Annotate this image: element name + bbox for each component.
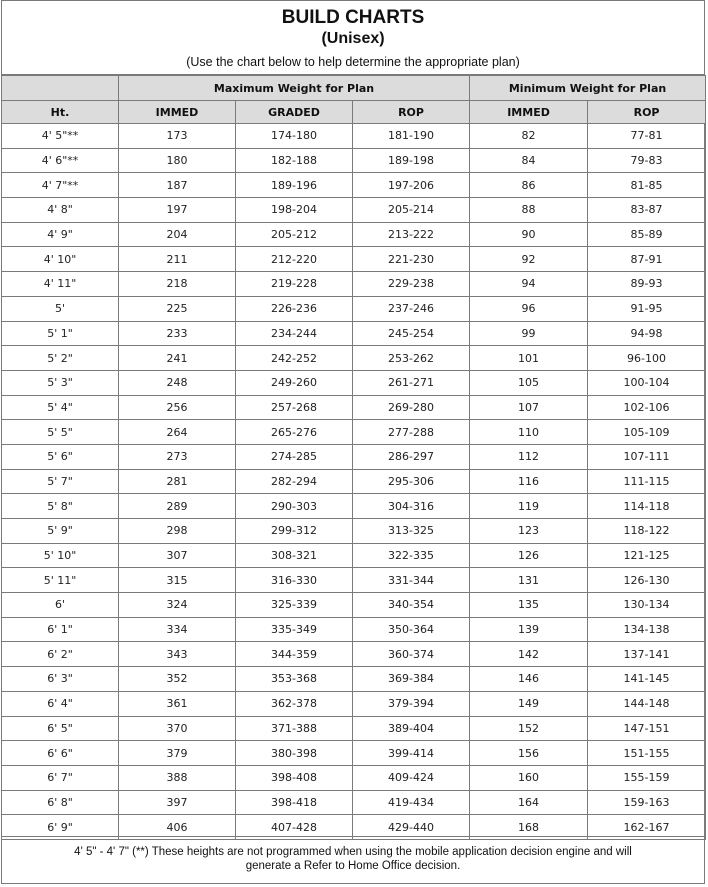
cell-max-graded: 335-349	[236, 617, 353, 642]
cell-min-immed: 149	[470, 691, 588, 716]
cell-min-immed: 107	[470, 395, 588, 420]
table-row	[2, 741, 706, 766]
cell-max-rop: 360-374	[353, 642, 470, 667]
column-header-row	[2, 101, 706, 124]
cell-max-immed: 343	[119, 642, 236, 667]
table-row	[2, 519, 706, 544]
cell-max-graded: 205-212	[236, 222, 353, 247]
cell-min-rop: 107-111	[588, 444, 706, 469]
footnote-line-2: generate a Refer to Home Office decision.	[245, 860, 461, 872]
table-row	[2, 296, 706, 321]
table-body	[2, 124, 706, 840]
table-row	[2, 370, 706, 395]
cell-min-rop: 118-122	[588, 519, 706, 544]
cell-min-rop: 121-125	[588, 543, 706, 568]
cell-max-immed: 406	[119, 815, 236, 840]
cell-max-rop: 229-238	[353, 272, 470, 297]
cell-height: 6' 5"	[2, 716, 119, 741]
cell-min-immed: 112	[470, 444, 588, 469]
cell-max-rop: 237-246	[353, 296, 470, 321]
cell-max-immed: 307	[119, 543, 236, 568]
cell-max-rop: 369-384	[353, 667, 470, 692]
column-header-min-immed: IMMED	[470, 101, 588, 124]
cell-max-rop: 379-394	[353, 691, 470, 716]
cell-max-immed: 370	[119, 716, 236, 741]
cell-max-graded: 353-368	[236, 667, 353, 692]
cell-max-immed: 352	[119, 667, 236, 692]
footnote	[2, 836, 704, 884]
cell-max-immed: 334	[119, 617, 236, 642]
cell-height: 6' 8"	[2, 790, 119, 815]
cell-height: 6' 7"	[2, 765, 119, 790]
cell-max-graded: 219-228	[236, 272, 353, 297]
table-row	[2, 543, 706, 568]
cell-max-immed: 388	[119, 765, 236, 790]
cell-max-rop: 286-297	[353, 444, 470, 469]
cell-max-graded: 189-196	[236, 173, 353, 198]
cell-max-immed: 187	[119, 173, 236, 198]
cell-max-immed: 361	[119, 691, 236, 716]
cell-min-immed: 126	[470, 543, 588, 568]
cell-max-graded: 257-268	[236, 395, 353, 420]
cell-max-immed: 204	[119, 222, 236, 247]
instruction-note: (Use the chart below to help determine the appropriate plan)	[186, 55, 520, 69]
cell-max-immed: 256	[119, 395, 236, 420]
page-subtitle: (Unisex)	[321, 30, 385, 47]
cell-max-rop: 221-230	[353, 247, 470, 272]
table-row	[2, 222, 706, 247]
min-weight-group-header: Minimum Weight for Plan	[470, 76, 706, 101]
cell-min-rop: 159-163	[588, 790, 706, 815]
build-chart-table	[1, 75, 706, 840]
cell-min-rop: 96-100	[588, 346, 706, 371]
cell-max-rop: 350-364	[353, 617, 470, 642]
cell-min-rop: 147-151	[588, 716, 706, 741]
cell-max-graded: 407-428	[236, 815, 353, 840]
cell-max-graded: 371-388	[236, 716, 353, 741]
cell-max-rop: 295-306	[353, 469, 470, 494]
cell-max-rop: 261-271	[353, 370, 470, 395]
cell-height: 6' 1"	[2, 617, 119, 642]
cell-max-graded: 308-321	[236, 543, 353, 568]
max-weight-group-header: Maximum Weight for Plan	[119, 76, 470, 101]
cell-min-rop: 91-95	[588, 296, 706, 321]
cell-min-immed: 152	[470, 716, 588, 741]
cell-max-graded: 226-236	[236, 296, 353, 321]
cell-min-rop: 85-89	[588, 222, 706, 247]
cell-min-rop: 141-145	[588, 667, 706, 692]
cell-min-rop: 89-93	[588, 272, 706, 297]
cell-min-immed: 168	[470, 815, 588, 840]
cell-min-rop: 134-138	[588, 617, 706, 642]
table-row	[2, 444, 706, 469]
cell-max-immed: 211	[119, 247, 236, 272]
cell-height: 5' 1"	[2, 321, 119, 346]
cell-max-rop: 205-214	[353, 198, 470, 223]
cell-min-immed: 96	[470, 296, 588, 321]
cell-min-immed: 86	[470, 173, 588, 198]
cell-height: 4' 10"	[2, 247, 119, 272]
cell-max-rop: 409-424	[353, 765, 470, 790]
cell-min-immed: 99	[470, 321, 588, 346]
cell-height: 5' 11"	[2, 568, 119, 593]
cell-max-graded: 242-252	[236, 346, 353, 371]
cell-min-rop: 81-85	[588, 173, 706, 198]
cell-height: 5' 2"	[2, 346, 119, 371]
cell-max-graded: 398-418	[236, 790, 353, 815]
cell-max-rop: 245-254	[353, 321, 470, 346]
column-header-min-rop: ROP	[588, 101, 706, 124]
cell-height: 6' 9"	[2, 815, 119, 840]
cell-height: 5' 9"	[2, 519, 119, 544]
cell-max-rop: 389-404	[353, 716, 470, 741]
cell-max-graded: 290-303	[236, 494, 353, 519]
cell-min-immed: 92	[470, 247, 588, 272]
cell-max-immed: 218	[119, 272, 236, 297]
cell-max-rop: 189-198	[353, 148, 470, 173]
cell-min-rop: 105-109	[588, 420, 706, 445]
cell-max-immed: 324	[119, 593, 236, 618]
cell-max-immed: 273	[119, 444, 236, 469]
empty-header-cell	[2, 76, 119, 101]
cell-max-rop: 253-262	[353, 346, 470, 371]
cell-max-rop: 399-414	[353, 741, 470, 766]
table-row	[2, 716, 706, 741]
cell-max-rop: 429-440	[353, 815, 470, 840]
cell-height: 6' 4"	[2, 691, 119, 716]
table-row	[2, 148, 706, 173]
cell-max-graded: 325-339	[236, 593, 353, 618]
cell-min-rop: 155-159	[588, 765, 706, 790]
cell-min-rop: 100-104	[588, 370, 706, 395]
cell-min-rop: 94-98	[588, 321, 706, 346]
table-row	[2, 272, 706, 297]
table-row	[2, 247, 706, 272]
cell-min-immed: 88	[470, 198, 588, 223]
cell-max-immed: 264	[119, 420, 236, 445]
cell-height: 6' 6"	[2, 741, 119, 766]
table-row	[2, 593, 706, 618]
cell-max-graded: 282-294	[236, 469, 353, 494]
cell-max-graded: 212-220	[236, 247, 353, 272]
cell-height: 4' 7"**	[2, 173, 119, 198]
cell-min-immed: 123	[470, 519, 588, 544]
cell-max-immed: 397	[119, 790, 236, 815]
cell-max-immed: 241	[119, 346, 236, 371]
cell-min-rop: 137-141	[588, 642, 706, 667]
table-row	[2, 642, 706, 667]
cell-max-rop: 277-288	[353, 420, 470, 445]
cell-min-immed: 84	[470, 148, 588, 173]
cell-height: 4' 5"**	[2, 124, 119, 149]
cell-max-immed: 180	[119, 148, 236, 173]
table-row	[2, 198, 706, 223]
table-row	[2, 667, 706, 692]
cell-min-rop: 87-91	[588, 247, 706, 272]
cell-min-immed: 82	[470, 124, 588, 149]
cell-max-rop: 340-354	[353, 593, 470, 618]
group-header-row	[2, 76, 706, 101]
cell-min-immed: 101	[470, 346, 588, 371]
cell-height: 4' 11"	[2, 272, 119, 297]
cell-min-immed: 105	[470, 370, 588, 395]
cell-height: 5'	[2, 296, 119, 321]
table-row	[2, 469, 706, 494]
cell-height: 4' 6"**	[2, 148, 119, 173]
table-row	[2, 494, 706, 519]
table-row	[2, 568, 706, 593]
cell-min-immed: 146	[470, 667, 588, 692]
table-row	[2, 420, 706, 445]
cell-height: 5' 4"	[2, 395, 119, 420]
column-header-max-immed: IMMED	[119, 101, 236, 124]
cell-max-rop: 213-222	[353, 222, 470, 247]
cell-height: 6' 3"	[2, 667, 119, 692]
cell-min-rop: 151-155	[588, 741, 706, 766]
cell-max-graded: 398-408	[236, 765, 353, 790]
cell-min-rop: 77-81	[588, 124, 706, 149]
cell-height: 4' 8"	[2, 198, 119, 223]
cell-min-rop: 126-130	[588, 568, 706, 593]
footnote-line-1: 4' 5" - 4' 7" (**) These heights are not programmed when using the mobile application decision engine and will	[74, 846, 632, 858]
cell-min-immed: 135	[470, 593, 588, 618]
cell-max-immed: 379	[119, 741, 236, 766]
cell-max-graded: 344-359	[236, 642, 353, 667]
cell-max-graded: 249-260	[236, 370, 353, 395]
cell-min-rop: 130-134	[588, 593, 706, 618]
cell-max-immed: 315	[119, 568, 236, 593]
cell-max-rop: 269-280	[353, 395, 470, 420]
cell-min-rop: 83-87	[588, 198, 706, 223]
cell-min-immed: 164	[470, 790, 588, 815]
cell-max-rop: 181-190	[353, 124, 470, 149]
cell-min-immed: 119	[470, 494, 588, 519]
cell-max-immed: 298	[119, 519, 236, 544]
cell-min-rop: 111-115	[588, 469, 706, 494]
table-row	[2, 765, 706, 790]
cell-max-rop: 197-206	[353, 173, 470, 198]
cell-max-graded: 380-398	[236, 741, 353, 766]
table-row	[2, 790, 706, 815]
cell-height: 5' 10"	[2, 543, 119, 568]
cell-min-immed: 139	[470, 617, 588, 642]
cell-max-graded: 234-244	[236, 321, 353, 346]
table-row	[2, 173, 706, 198]
cell-min-immed: 160	[470, 765, 588, 790]
cell-max-graded: 299-312	[236, 519, 353, 544]
cell-min-immed: 156	[470, 741, 588, 766]
cell-min-rop: 102-106	[588, 395, 706, 420]
cell-max-graded: 316-330	[236, 568, 353, 593]
cell-min-rop: 144-148	[588, 691, 706, 716]
build-chart-document	[1, 0, 705, 884]
column-header-max-rop: ROP	[353, 101, 470, 124]
table-row	[2, 395, 706, 420]
table-row	[2, 124, 706, 149]
cell-max-rop: 419-434	[353, 790, 470, 815]
cell-max-immed: 173	[119, 124, 236, 149]
table-row	[2, 691, 706, 716]
table-row	[2, 346, 706, 371]
title-block	[2, 1, 704, 75]
cell-max-immed: 281	[119, 469, 236, 494]
cell-height: 6'	[2, 593, 119, 618]
cell-max-graded: 362-378	[236, 691, 353, 716]
cell-max-rop: 304-316	[353, 494, 470, 519]
column-header-max-graded: GRADED	[236, 101, 353, 124]
cell-max-rop: 331-344	[353, 568, 470, 593]
cell-min-rop: 162-167	[588, 815, 706, 840]
cell-max-rop: 313-325	[353, 519, 470, 544]
cell-max-immed: 233	[119, 321, 236, 346]
cell-max-graded: 182-188	[236, 148, 353, 173]
cell-max-graded: 198-204	[236, 198, 353, 223]
table-row	[2, 321, 706, 346]
cell-min-immed: 116	[470, 469, 588, 494]
cell-min-immed: 142	[470, 642, 588, 667]
cell-max-graded: 274-285	[236, 444, 353, 469]
cell-height: 5' 8"	[2, 494, 119, 519]
cell-height: 5' 6"	[2, 444, 119, 469]
cell-height: 5' 5"	[2, 420, 119, 445]
cell-min-rop: 114-118	[588, 494, 706, 519]
cell-min-immed: 90	[470, 222, 588, 247]
cell-max-immed: 289	[119, 494, 236, 519]
cell-height: 5' 7"	[2, 469, 119, 494]
cell-min-immed: 131	[470, 568, 588, 593]
cell-max-immed: 225	[119, 296, 236, 321]
cell-max-graded: 265-276	[236, 420, 353, 445]
page-title: BUILD CHARTS	[281, 7, 425, 28]
cell-max-immed: 197	[119, 198, 236, 223]
cell-max-graded: 174-180	[236, 124, 353, 149]
cell-max-rop: 322-335	[353, 543, 470, 568]
column-header-height: Ht.	[2, 101, 119, 124]
cell-height: 5' 3"	[2, 370, 119, 395]
cell-min-immed: 94	[470, 272, 588, 297]
cell-max-immed: 248	[119, 370, 236, 395]
cell-height: 4' 9"	[2, 222, 119, 247]
cell-min-rop: 79-83	[588, 148, 706, 173]
table-row	[2, 617, 706, 642]
cell-min-immed: 110	[470, 420, 588, 445]
cell-height: 6' 2"	[2, 642, 119, 667]
